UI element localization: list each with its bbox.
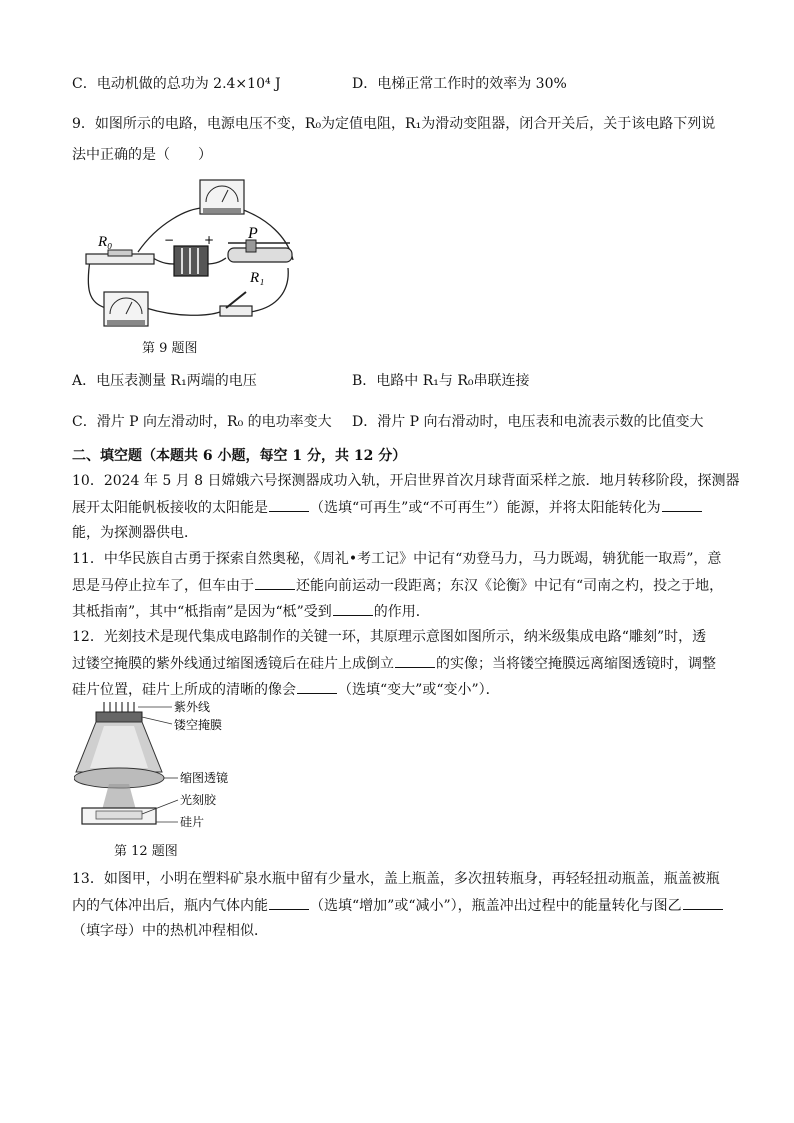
q12-blank-1[interactable] [395,653,435,668]
q13-blank-2[interactable] [683,895,723,910]
q12-text-b: 的实像；当将镂空掩膜远离缩图透镜时，调整 [436,656,716,672]
q9-circuit-figure [78,168,308,336]
q12-text-c: 硅片位置，硅片上所成的清晰的像会 [72,682,296,698]
label-lens: 缩图透镜 [180,771,229,785]
q12-figure-caption: 第 12 题图 [114,844,178,859]
q11-blank-2[interactable] [333,601,373,616]
q11-line1: 11．中华民族自古勇于探索自然奥秘，《周礼•考工记》中记有“劝登马力，马力既竭，辀犹能一取焉”，意 [72,551,722,567]
q13-line1: 13．如图甲，小明在塑料矿泉水瓶中留有少量水，盖上瓶盖，多次扭转瓶身，再轻轻扭动瓶盖，瓶盖被瓶 [72,871,720,887]
q9-option-d: D．滑片 P 向右滑动时，电压表和电流表示数的比值变大 [352,414,704,430]
q12-line1: 12．光刻技术是现代集成电路制作的关键一环，其原理示意图如图所示，纳米级集成电路“雕刻”时，透 [72,629,707,645]
q11-text-c: 其柢指南”，其中“柢指南”是因为“柢”受到 [72,604,332,620]
svg-text:−: − [164,233,175,247]
mask-plate [96,712,142,722]
label-p: P [248,225,258,242]
q10-line2 [72,497,703,518]
q13-blank-1[interactable] [269,895,309,910]
label-r0: R₀ [98,234,113,250]
label-wafer: 硅片 [180,815,205,829]
section-heading-fill-in: 二、填空题（本题共 6 小题，每空 1 分，共 12 分） [72,448,407,464]
q11-text-d: 的作用． [373,604,430,620]
q13-text-b: （选填“增加”或“减小”），瓶盖冲出过程中的能量转化与图乙 [310,898,682,914]
q10-line3: 能，为探测器供电． [72,525,198,541]
q10-blank-1[interactable] [269,497,309,512]
q9-option-a: A．电压表测量 R₁两端的电压 [72,373,257,389]
q11-line3 [72,601,430,622]
q9-option-b: B．电路中 R₁与 R₀串联连接 [352,373,530,389]
switch [220,292,252,316]
q12-lithography-figure [74,698,264,838]
q13-line3: （填字母）中的热机冲程相似． [72,923,268,939]
q12-text-d: （选填“变大”或“变小”）． [338,682,500,698]
q10-blank-2[interactable] [662,497,702,512]
q12-text-a: 过镂空掩膜的紫外线通过缩图透镜后在硅片上成倒立 [72,656,394,672]
q12-line2 [72,653,716,674]
battery [164,233,214,276]
voltmeter [200,180,244,214]
label-r1: R₁ [250,270,265,286]
photoresist [96,811,142,819]
uv-light-arrows [104,702,134,712]
q12-line3 [72,679,500,700]
label-uv: 紫外线 [174,700,211,714]
q12-blank-2[interactable] [297,679,337,694]
q8-option-d: D．电梯正常工作时的效率为 30% [352,76,567,92]
ammeter [104,292,148,326]
q11-text-b: 还能向前运动一段距离；东汉《论衡》中记有“司南之杓，投之于地， [296,578,724,594]
q9-stem-line2: 法中正确的是（ ） [72,147,212,163]
q13-line2 [72,895,724,916]
svg-text:+: + [204,233,215,247]
label-mask: 镂空掩膜 [174,718,223,732]
q9-option-c: C．滑片 P 向左滑动时，R₀ 的电功率变大 [72,414,332,430]
q13-text-a: 内的气体冲出后，瓶内气体内能 [72,898,268,914]
q11-text-a: 思是马停止拉车了，但车由于 [72,578,254,594]
fixed-resistor-r0 [86,234,154,264]
q10-text-a: 展开太阳能帆板接收的太阳能是 [72,500,268,516]
q11-blank-1[interactable] [255,575,295,590]
q10-text-b: （选填“可再生”或“不可再生”）能源，并将太阳能转化为 [310,500,661,516]
q10-line1: 10．2024 年 5 月 8 日嫦娥六号探测器成功入轨，开启世界首次月球背面采样之旅．地月转移阶段，探测器 [72,473,740,489]
q11-line2 [72,575,723,596]
sliding-rheostat-r1 [228,225,292,286]
q8-option-c: C．电动机做的总功为 2.4×10⁴ J [72,76,281,92]
q9-figure-caption: 第 9 题图 [142,341,198,356]
label-photoresist: 光刻胶 [180,793,217,807]
q9-stem-line1: 9．如图所示的电路，电源电压不变，R₀为定值电阻，R₁为滑动变阻器，闭合开关后，关于该电路下列说 [72,116,716,132]
